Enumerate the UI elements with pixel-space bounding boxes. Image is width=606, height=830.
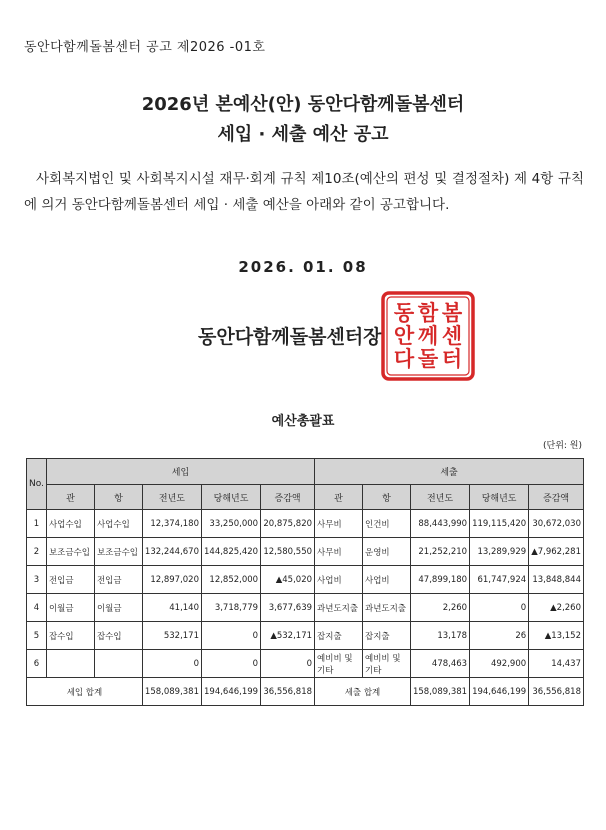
table-row	[27, 510, 584, 538]
expense-item: 과년도지출	[363, 594, 411, 622]
expense-current-year: 492,900	[470, 650, 529, 678]
budget-summary-table	[26, 458, 584, 706]
revenue-total-change: 36,556,818	[261, 678, 315, 706]
expense-item: 잡지출	[363, 622, 411, 650]
expense-item: 예비비 및 기타	[363, 650, 411, 678]
column-header: 항	[94, 485, 142, 510]
expense-change: 30,672,030	[529, 510, 584, 538]
expense-change: ▲2,260	[529, 594, 584, 622]
seal-text-col-3: 봄 센 터	[441, 300, 463, 371]
row-number: 6	[27, 650, 47, 678]
revenue-current-year: 33,250,000	[202, 510, 261, 538]
revenue-category	[46, 650, 94, 678]
revenue-current-year: 12,852,000	[202, 566, 261, 594]
revenue-prior-year: 532,171	[142, 622, 201, 650]
revenue-item: 전입금	[94, 566, 142, 594]
expense-total-label: 세출 합계	[315, 678, 411, 706]
expense-change: ▲7,962,281	[529, 538, 584, 566]
table-row	[27, 622, 584, 650]
column-header: 전년도	[142, 485, 201, 510]
column-header: 관	[46, 485, 94, 510]
expense-current-year: 0	[470, 594, 529, 622]
revenue-item	[94, 650, 142, 678]
no-header: No.	[27, 459, 47, 510]
revenue-current-year: 0	[202, 650, 261, 678]
expense-category: 예비비 및 기타	[315, 650, 363, 678]
column-header: 증감액	[529, 485, 584, 510]
notice-number: 동안다함께돌봄센터 공고 제2026 -01호	[24, 40, 266, 55]
document-title-line2: 세입 · 세출 예산 공고	[217, 124, 389, 145]
column-header: 당해년도	[202, 485, 261, 510]
expense-prior-year: 47,899,180	[410, 566, 469, 594]
revenue-prior-year: 0	[142, 650, 201, 678]
revenue-prior-year: 132,244,670	[142, 538, 201, 566]
expense-current-year: 13,289,929	[470, 538, 529, 566]
notice-date: 2026. 01. 08	[238, 258, 368, 276]
revenue-current-year: 0	[202, 622, 261, 650]
expense-category: 사무비	[315, 510, 363, 538]
expense-current-year: 119,115,420	[470, 510, 529, 538]
expense-prior-year: 88,443,990	[410, 510, 469, 538]
revenue-current-year: 144,825,420	[202, 538, 261, 566]
revenue-prior-year: 12,897,020	[142, 566, 201, 594]
row-number: 5	[27, 622, 47, 650]
expense-prior-year: 21,252,210	[410, 538, 469, 566]
revenue-category: 전입금	[46, 566, 94, 594]
unit-label: (단위: 원)	[543, 441, 582, 451]
revenue-change: 3,677,639	[261, 594, 315, 622]
revenue-prior-year: 12,374,180	[142, 510, 201, 538]
table-row	[27, 538, 584, 566]
row-number: 3	[27, 566, 47, 594]
revenue-current-year: 3,718,779	[202, 594, 261, 622]
expense-category: 잡지출	[315, 622, 363, 650]
column-header: 당해년도	[470, 485, 529, 510]
revenue-change: ▲532,171	[261, 622, 315, 650]
official-seal	[380, 290, 476, 382]
revenue-category: 보조금수입	[46, 538, 94, 566]
column-header: 전년도	[410, 485, 469, 510]
table-body	[27, 510, 584, 706]
row-number: 4	[27, 594, 47, 622]
row-number: 2	[27, 538, 47, 566]
revenue-item: 잡수입	[94, 622, 142, 650]
expense-total-change: 36,556,818	[529, 678, 584, 706]
seal-text-col-1: 동 안 다	[393, 300, 415, 371]
table-row	[27, 650, 584, 678]
body-paragraph: 사회복지법인 및 사회복지시설 재무·회계 규칙 제10조(예산의 편성 및 결정절차) 제 4항 규칙에 의거 동안다함께돌봄센터 세입 · 세출 예산을 아래와 같이 공고합니다.	[24, 171, 584, 213]
expense-item: 인건비	[363, 510, 411, 538]
organization-head-name: 동안다함께돌봄센터장	[198, 326, 382, 348]
expense-prior-year: 2,260	[410, 594, 469, 622]
revenue-prior-year: 41,140	[142, 594, 201, 622]
expense-change: 14,437	[529, 650, 584, 678]
revenue-category: 이월금	[46, 594, 94, 622]
revenue-item: 사업수입	[94, 510, 142, 538]
expense-category: 사업비	[315, 566, 363, 594]
expense-item: 운영비	[363, 538, 411, 566]
summary-table-title: 예산총괄표	[271, 414, 335, 429]
totals-row	[27, 678, 584, 706]
revenue-header: 세입	[46, 459, 314, 485]
document-title-line1: 2026년 본예산(안) 동안다함께돌봄센터	[141, 94, 465, 115]
expense-total-current-year: 194,646,199	[470, 678, 529, 706]
column-header: 증감액	[261, 485, 315, 510]
expense-change: 13,848,844	[529, 566, 584, 594]
expense-item: 사업비	[363, 566, 411, 594]
expense-header: 세출	[315, 459, 584, 485]
revenue-change: ▲45,020	[261, 566, 315, 594]
revenue-total-current-year: 194,646,199	[202, 678, 261, 706]
expense-current-year: 26	[470, 622, 529, 650]
table-row	[27, 594, 584, 622]
expense-category: 과년도지출	[315, 594, 363, 622]
expense-current-year: 61,747,924	[470, 566, 529, 594]
revenue-total-label: 세입 합계	[27, 678, 143, 706]
table-row	[27, 566, 584, 594]
revenue-category: 잡수입	[46, 622, 94, 650]
revenue-change: 20,875,820	[261, 510, 315, 538]
expense-total-prior-year: 158,089,381	[410, 678, 469, 706]
expense-prior-year: 478,463	[410, 650, 469, 678]
row-number: 1	[27, 510, 47, 538]
expense-category: 사무비	[315, 538, 363, 566]
revenue-category: 사업수입	[46, 510, 94, 538]
revenue-change: 0	[261, 650, 315, 678]
revenue-item: 보조금수입	[94, 538, 142, 566]
column-header: 항	[363, 485, 411, 510]
expense-change: ▲13,152	[529, 622, 584, 650]
revenue-item: 이월금	[94, 594, 142, 622]
seal-text-col-2: 함 께 돌	[417, 300, 439, 371]
column-header: 관	[315, 485, 363, 510]
revenue-change: 12,580,550	[261, 538, 315, 566]
expense-prior-year: 13,178	[410, 622, 469, 650]
revenue-total-prior-year: 158,089,381	[142, 678, 201, 706]
